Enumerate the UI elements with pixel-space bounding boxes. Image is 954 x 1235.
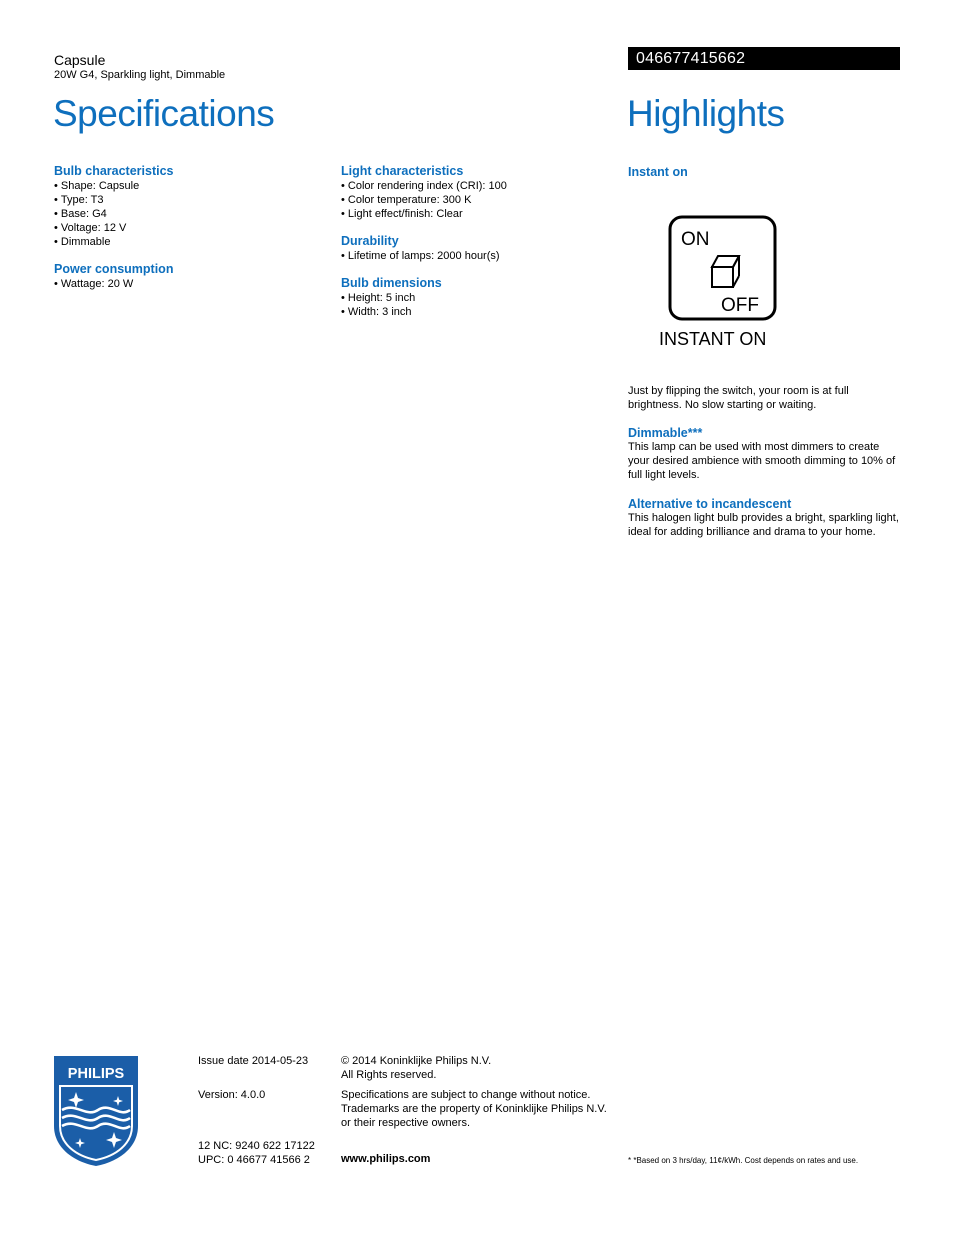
copyright: © 2014 Koninklijke Philips N.V. bbox=[341, 1055, 492, 1067]
brand-name: PHILIPS bbox=[67, 1066, 125, 1082]
rights-reserved: All Rights reserved. bbox=[341, 1069, 437, 1081]
highlights-title: Highlights bbox=[627, 93, 785, 134]
spec-item: • Color rendering index (CRI): 100 bbox=[341, 179, 611, 193]
alternative-heading: Alternative to incandescent bbox=[628, 497, 792, 511]
bulb-dimensions-heading: Bulb dimensions bbox=[341, 276, 442, 290]
product-code-badge: 046677415662 bbox=[628, 47, 900, 70]
spec-item: • Dimmable bbox=[54, 235, 324, 249]
spec-item: • Width: 3 inch bbox=[341, 305, 611, 319]
durability-heading: Durability bbox=[341, 234, 399, 248]
product-name: Capsule bbox=[54, 52, 106, 68]
bulb-characteristics-heading: Bulb characteristics bbox=[54, 164, 174, 178]
instant-on-switch-icon bbox=[655, 214, 795, 354]
spec-item: • Type: T3 bbox=[54, 193, 324, 207]
switch-on-label: ON bbox=[681, 229, 710, 250]
spec-item: • Base: G4 bbox=[54, 207, 324, 221]
spec-item: • Wattage: 20 W bbox=[54, 277, 324, 291]
notice-line-3: or their respective owners. bbox=[341, 1117, 470, 1129]
notice-line-1: Specifications are subject to change without notice. bbox=[341, 1089, 591, 1101]
light-characteristics-heading: Light characteristics bbox=[341, 164, 464, 178]
spec-item: • Voltage: 12 V bbox=[54, 221, 324, 235]
dimmable-heading: Dimmable*** bbox=[628, 426, 703, 440]
instant-on-text: Just by flipping the switch, your room is at full brightness. No slow starting or waiting. bbox=[628, 385, 849, 411]
version: Version: 4.0.0 bbox=[198, 1089, 266, 1101]
switch-off-label: OFF bbox=[721, 295, 759, 316]
spec-item: • Shape: Capsule bbox=[54, 179, 324, 193]
dimmable-text: This lamp can be used with most dimmers to create your desired ambience with smooth dimming to 10% of full light levels. bbox=[628, 441, 896, 481]
footnote: * *Based on 3 hrs/day, 11¢/kWh. Cost depends on rates and use. bbox=[628, 1156, 859, 1165]
spec-item: • Lifetime of lamps: 2000 hour(s) bbox=[341, 249, 611, 263]
upc-number: UPC: 0 46677 41566 2 bbox=[198, 1154, 310, 1166]
instant-on-caption: INSTANT ON bbox=[659, 329, 767, 349]
spec-item: • Color temperature: 300 K bbox=[341, 193, 611, 207]
spec-column-left bbox=[54, 164, 324, 291]
spec-item: • Light effect/finish: Clear bbox=[341, 207, 611, 221]
alternative-text: This halogen light bulb provides a bright, sparkling light, ideal for adding brilliance and drama to your home. bbox=[628, 512, 899, 538]
issue-date: Issue date 2014-05-23 bbox=[198, 1055, 309, 1067]
power-consumption-heading: Power consumption bbox=[54, 262, 174, 276]
website-link[interactable]: www.philips.com bbox=[341, 1153, 431, 1165]
spec-item: • Height: 5 inch bbox=[341, 291, 611, 305]
nc-number: 12 NC: 9240 622 17122 bbox=[198, 1140, 315, 1152]
instant-on-heading: Instant on bbox=[628, 165, 688, 179]
specifications-title: Specifications bbox=[53, 93, 275, 134]
philips-shield-logo bbox=[54, 1056, 138, 1166]
notice-line-2: Trademarks are the property of Koninklijke Philips N.V. bbox=[341, 1103, 607, 1115]
product-subtitle: 20W G4, Sparkling light, Dimmable bbox=[54, 69, 226, 81]
spec-column-right bbox=[341, 164, 611, 319]
